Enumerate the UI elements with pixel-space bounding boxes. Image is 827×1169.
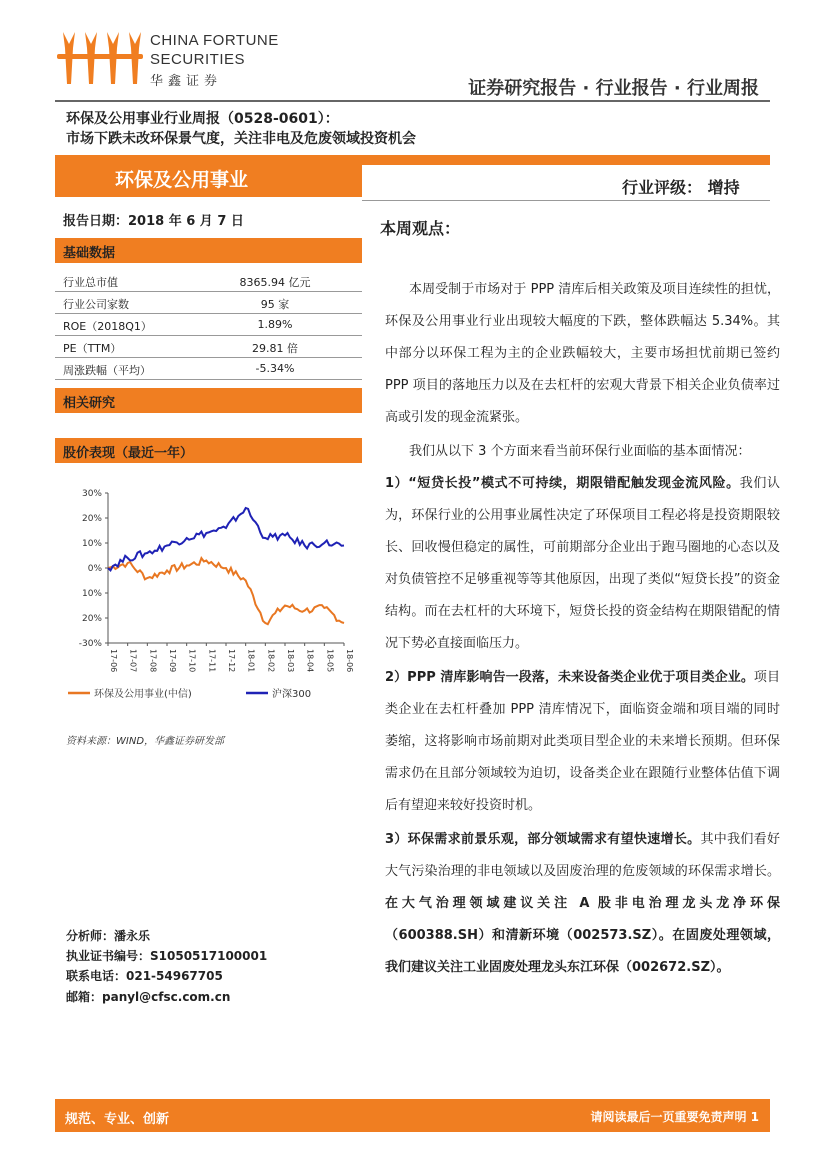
x-tick-label: 18-05 [325, 649, 335, 673]
logo-figures-icon [55, 26, 145, 88]
paragraph-text: 我们认为，环保行业的公用事业属性决定了环保项目工程必将是投资期限较长、回收慢但稳定的属性，可前期部分企业出于跑马圈地的心态以及对负债管控不足够重视等等其他原因，出现了类似“短贷长投”的资金结构。而在去杠杆的大环境下，短贷长投的资金结构在期限错配的情况下势必直接面临压力。 [385, 476, 780, 651]
data-row [55, 292, 362, 314]
data-row [55, 314, 362, 336]
x-tick-label: 17-09 [168, 649, 177, 673]
report-title-line1: 环保及公用事业行业周报（0528-0601）： [66, 111, 339, 127]
x-tick-label: 17-11 [207, 649, 217, 673]
report-date: 报告日期：2018 年 6 月 7 日 [63, 214, 244, 229]
x-tick-label: 17-10 [187, 649, 197, 673]
related-research-header [55, 388, 362, 413]
footer-slogan: 规范、专业、创新 [65, 1112, 170, 1127]
price-chart [68, 478, 358, 718]
data-value: 1.89% [257, 318, 293, 331]
logo-text-en1: CHINA FORTUNE [150, 32, 279, 49]
price-performance-title: 股价表现（最近一年） [63, 446, 194, 461]
logo-text-en2: SECURITIES [150, 51, 246, 68]
data-label: 行业公司家数 [63, 298, 129, 311]
data-label: ROE（2018Q1） [63, 320, 152, 333]
y-tick-label: 0% [87, 564, 102, 574]
data-label: 周涨跌幅（平均） [63, 364, 151, 377]
x-tick-label: 17-06 [109, 649, 118, 673]
x-tick-label: 17-07 [128, 649, 138, 673]
data-value: -5.34% [255, 362, 295, 375]
weekly-view-title: 本周观点： [380, 219, 461, 238]
data-label: PE（TTM） [63, 342, 122, 355]
report-type: 证券研究报告 · 行业报告 · 行业周报 [468, 78, 759, 99]
related-research-title: 相关研究 [63, 396, 116, 411]
paragraph [385, 824, 780, 984]
paragraph-highlight: 在大气治理领域建议关注 A 股非电治理龙头龙净环保（600388.SH）和清新环境（002573.SZ）。在固废处理领域，我们建议关注工业固废处理龙头东江环保（002672.SZ）。 [385, 896, 780, 975]
industry-rating [622, 175, 740, 198]
paragraph-heading: 2）PPP 清库影响告一段落，未来设备类企业优于项目类企业。 [385, 670, 754, 685]
header-divider [55, 100, 770, 102]
x-tick-label: 18-01 [246, 649, 256, 673]
rating-label: 行业评级： [622, 178, 703, 197]
y-tick-label: 10% [81, 539, 102, 549]
data-value: 95 家 [260, 298, 290, 311]
basic-data-title: 基础数据 [63, 246, 116, 261]
x-tick-label: 18-04 [305, 649, 315, 673]
series-line [108, 508, 344, 570]
y-tick-label: 20% [81, 614, 102, 624]
legend-label: 沪深300 [272, 689, 312, 700]
data-value: 8365.94 亿元 [239, 276, 311, 289]
report-title-line2: 市场下跌未改环保景气度，关注非电及危废领域投资机会 [66, 131, 416, 147]
company-logo [55, 26, 285, 92]
rating-value: 增持 [707, 178, 740, 197]
footer-disclaimer: 请阅读最后一页重要免责声明 1 [590, 1110, 759, 1124]
paragraph-text: 我们从以下 3 个方面来看当前环保行业面临的基本面情况： [409, 444, 751, 459]
data-row [55, 270, 362, 292]
industry-name: 环保及公用事业 [115, 169, 249, 191]
paragraph [385, 274, 780, 434]
x-tick-label: 17-08 [148, 649, 158, 673]
paragraph-text: 其中我们看好大气污染治理的非电领域以及固废治理的危废领域的环保需求增长。 [385, 832, 780, 879]
rating-divider [362, 200, 770, 201]
analyst-name: 分析师：潘永乐 [66, 929, 151, 943]
paragraph [385, 662, 780, 822]
paragraph-text: 本周受制于市场对于 PPP 清库后相关政策及项目连续性的担忧，环保及公用事业行业出现较大幅度的下跌，整体跌幅达 5.34%。其中部分以环保工程为主的企业跌幅较大，主要市场担忧前期已签约 PPP 项目的落地压力以及在去杠杆的宏观大背景下相关企业负债率过高或引发的现金流紧张。 [385, 282, 780, 425]
data-row [55, 336, 362, 358]
y-tick-label: 10% [81, 589, 102, 599]
data-source: 资料来源：WIND，华鑫证券研发部 [66, 736, 225, 747]
paragraph [385, 468, 780, 660]
basic-data-header [55, 238, 362, 263]
price-performance-header [55, 438, 362, 463]
y-tick-label: 30% [81, 489, 102, 499]
analyst-phone: 联系电话：021-54967705 [66, 969, 223, 983]
x-tick-label: 18-02 [266, 649, 276, 673]
x-tick-label: 17-12 [227, 649, 236, 673]
series-line [108, 558, 344, 624]
paragraph [385, 436, 780, 468]
logo-text-cn: 华鑫证券 [150, 74, 223, 89]
price-chart-svg [68, 478, 358, 718]
x-tick-label: 18-03 [286, 649, 295, 673]
legend-label: 环保及公用事业(中信) [94, 689, 192, 700]
y-tick-label: -30% [78, 639, 102, 649]
paragraph-text: 项目类企业在去杠杆叠加 PPP 清库情况下，面临资金端和项目端的同时萎缩，这将影响市场前期对此类项目型企业的未来增长预期。但环保需求仍在且部分领域较为迫切，设备类企业在跟随行业整体估值下调后有望迎来较好投资时机。 [385, 670, 780, 813]
x-tick-label: 18-06 [345, 649, 354, 673]
data-value: 29.81 倍 [252, 342, 298, 355]
y-tick-label: 20% [81, 514, 102, 524]
paragraph-heading: 1）“短贷长投”模式不可持续，期限错配触发现金流风险。 [385, 476, 740, 491]
data-label: 行业总市值 [63, 276, 118, 289]
paragraph-heading: 3）环保需求前景乐观，部分领域需求有望快速增长。 [385, 832, 701, 847]
analyst-email: 邮箱：panyl@cfsc.com.cn [66, 990, 231, 1004]
data-row [55, 358, 362, 380]
analyst-cert: 执业证书编号：S1050517100001 [66, 949, 268, 963]
